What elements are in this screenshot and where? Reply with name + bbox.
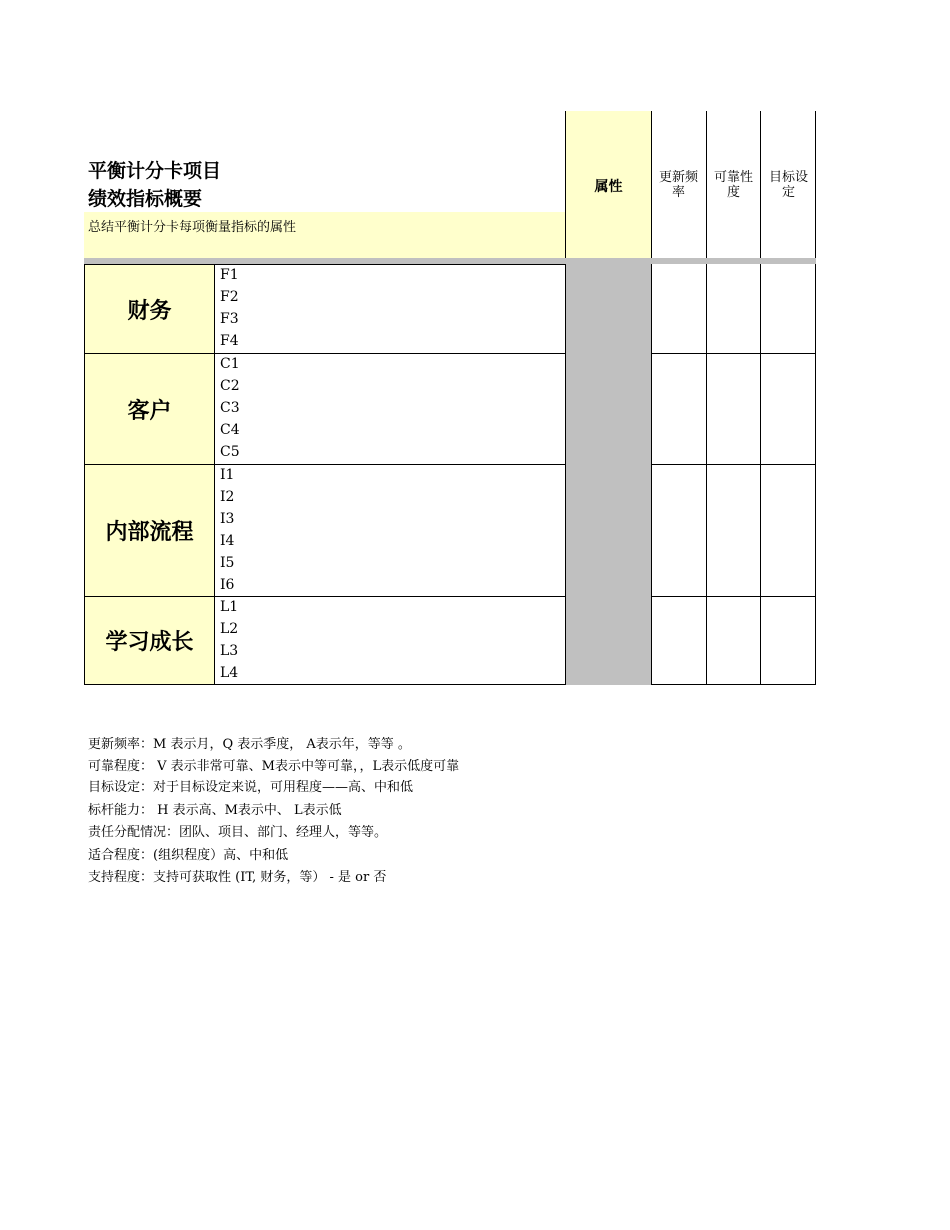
header-divider [565, 111, 566, 258]
metric-item: L1 [220, 599, 239, 615]
metric-item: I5 [220, 555, 235, 571]
target-setting-header-line2: 定 [781, 185, 795, 200]
header-divider [651, 111, 652, 258]
table-row-divider [84, 464, 566, 465]
metric-item: C3 [220, 400, 240, 416]
table-row-divider [651, 464, 816, 465]
note-benchmark: 标杆能力： H 表示高、M表示中、 L表示低 [88, 803, 342, 818]
note-fit: 适合程度：(组织程度）高、中和低 [88, 848, 289, 863]
metric-item: C4 [220, 422, 240, 438]
table-row-divider [651, 596, 816, 597]
table-divider [214, 264, 215, 685]
category-cell-internal-process: 内部流程 [85, 465, 214, 596]
metric-item: L4 [220, 665, 239, 681]
table-row-divider [84, 596, 566, 597]
header-divider [706, 111, 707, 258]
update-frequency-header [651, 170, 706, 200]
note-responsibility: 责任分配情况：团队、项目、部门、经理人，等等。 [88, 825, 388, 840]
reliability-header-line1: 可靠性 [713, 170, 753, 185]
target-setting-header-line1: 目标设 [768, 170, 808, 185]
page-title-line2: 绩效指标概要 [88, 188, 203, 210]
table-border-right [815, 264, 816, 685]
attribute-column-body [566, 264, 651, 685]
metric-item: C2 [220, 378, 240, 394]
table-border-bottom [84, 684, 566, 685]
note-support: 支持程度：支持可获取性 (IT, 财务，等） - 是 or 否 [88, 870, 387, 885]
metric-item: L2 [220, 621, 239, 637]
update-frequency-header-line2: 率 [671, 185, 685, 200]
metric-item: I4 [220, 533, 235, 549]
metric-item: F3 [220, 311, 239, 327]
category-cell-customer: 客户 [85, 354, 214, 464]
metric-item: F2 [220, 289, 239, 305]
table-border-left [84, 264, 85, 685]
metric-item: F1 [220, 267, 239, 283]
note-update-frequency: 更新频率：M 表示月，Q 表示季度， A表示年，等等 。 [88, 737, 411, 752]
header-divider [815, 111, 816, 258]
table-row-divider [651, 353, 816, 354]
update-frequency-header-line1: 更新频 [658, 170, 698, 185]
table-row-divider [84, 353, 566, 354]
table-divider [651, 264, 652, 685]
note-reliability: 可靠程度： V 表示非常可靠、M表示中等可靠，，L表示低度可靠 [88, 759, 460, 774]
reliability-header [706, 170, 761, 200]
metric-item: I3 [220, 511, 235, 527]
table-border-top [84, 264, 566, 265]
attribute-header-label: 属性 [594, 179, 623, 195]
metric-item: I6 [220, 577, 235, 593]
metric-item: I1 [220, 467, 235, 483]
metric-item: C5 [220, 444, 240, 460]
page-subtitle: 总结平衡计分卡每项衡量指标的属性 [88, 220, 297, 235]
metric-item: I2 [220, 489, 235, 505]
table-divider [760, 264, 761, 685]
header-divider [760, 111, 761, 258]
table-divider [706, 264, 707, 685]
note-target-setting: 目标设定：对于目标设定来说，可用程度——高、中和低 [88, 780, 414, 795]
metric-item: L3 [220, 643, 239, 659]
metric-item: F4 [220, 333, 239, 349]
category-cell-learning-growth: 学习成长 [85, 597, 214, 684]
target-setting-header [761, 170, 816, 200]
reliability-header-line2: 度 [726, 185, 740, 200]
table-border-bottom [651, 684, 816, 685]
category-cell-finance: 财务 [85, 265, 214, 353]
page-title-line1: 平衡计分卡项目 [88, 160, 222, 182]
metric-item: C1 [220, 356, 240, 372]
table-divider [565, 264, 566, 685]
